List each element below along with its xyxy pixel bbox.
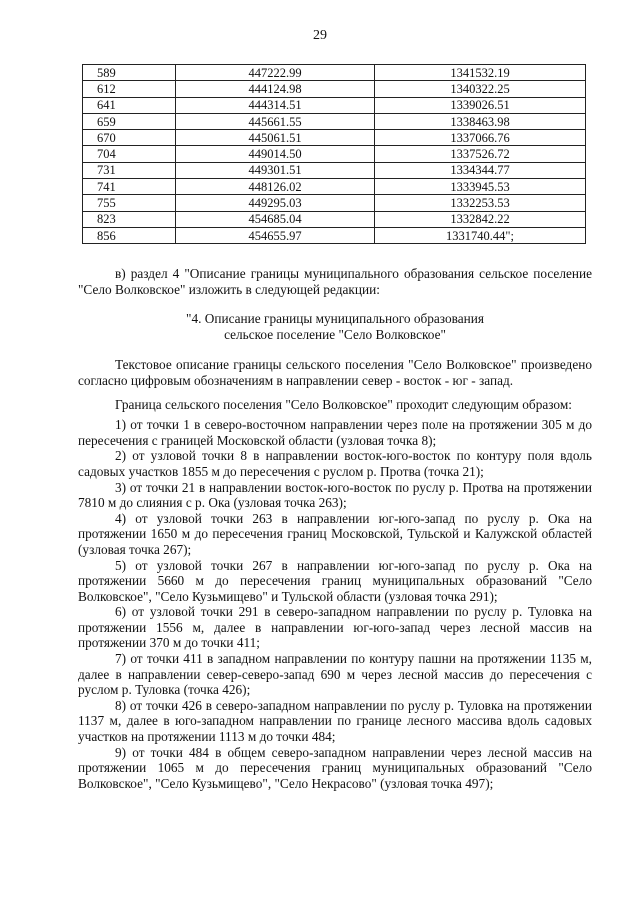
y-coordinate-cell: 1337526.72: [375, 146, 586, 162]
x-coordinate-cell: 445061.51: [176, 130, 375, 146]
x-coordinate-cell: 449301.51: [176, 162, 375, 178]
y-coordinate-cell: 1339026.51: [375, 97, 586, 113]
route-item-7: 7) от точки 411 в западном направлении по контуру пашни на протяжении 1135 м, далее в направлении север-северо-запад 690 м через лесной массив до пересечения с руслом р. Туловка (точка 426);: [78, 651, 592, 698]
point-number-cell: 670: [83, 130, 176, 146]
route-item-4: 4) от узловой точки 263 в направлении юг-юго-запад по руслу р. Ока на протяжении 1650 м до пересечения границ Московской, Тульской и Калужской областей (узловая точка 267);: [78, 510, 592, 557]
table-row: [83, 211, 586, 227]
table-row: [83, 130, 586, 146]
y-coordinate-cell: 1333945.53: [375, 179, 586, 195]
route-item-1: 1) от точки 1 в северо-восточном направлении через поле на протяжении 305 м до пересечения с границей Московской области (узловая точка 8);: [78, 417, 592, 448]
route-item-6: 6) от узловой точки 291 в северо-западном направлении по руслу р. Туловка на протяжении 1556 м, далее в направлении юг-юго-запад через лесной массив на протяжении 370 м до точки 411;: [78, 604, 592, 651]
description-paragraph: Текстовое описание границы сельского поселения "Село Волковское" произведено согласно цифровым обозначениям в направлении север - восток - юг - запад.: [78, 357, 592, 388]
y-coordinate-cell: 1331740.44";: [375, 227, 586, 243]
point-number-cell: 741: [83, 179, 176, 195]
y-coordinate-cell: 1337066.76: [375, 130, 586, 146]
table-row: [83, 146, 586, 162]
section-heading-line2: сельское поселение "Село Волковское": [224, 326, 446, 342]
route-item-2: 2) от узловой точки 8 в направлении восток-юго-восток по контуру поля вдоль садовых участков 1855 м до пересечения с руслом р. Протва (точка 21);: [78, 448, 592, 479]
point-number-cell: 731: [83, 162, 176, 178]
table-row: [83, 162, 586, 178]
y-coordinate-cell: 1332842.22: [375, 211, 586, 227]
point-number-cell: 612: [83, 81, 176, 97]
point-number-cell: 641: [83, 97, 176, 113]
x-coordinate-cell: 444314.51: [176, 97, 375, 113]
intro-paragraph: в) раздел 4 "Описание границы муниципального образования сельское поселение "Село Волковское" изложить в следующей редакции:: [78, 266, 592, 297]
x-coordinate-cell: 454655.97: [176, 227, 375, 243]
route-item-5: 5) от узловой точки 267 в направлении юг-юго-запад по руслу р. Ока на протяжении 5660 м до пересечения границ муниципальных образований "Село Волковское", "Село Кузьмищево" и Тульской области (узловая точка 291);: [78, 557, 592, 604]
table-row: [83, 227, 586, 243]
page-number: 29: [313, 28, 327, 43]
table-row: [83, 97, 586, 113]
route-intro-paragraph: Граница сельского поселения "Село Волковское" проходит следующим образом:: [115, 396, 572, 412]
y-coordinate-cell: 1341532.19: [375, 65, 586, 81]
route-item-3: 3) от точки 21 в направлении восток-юго-восток по руслу р. Протва на протяжении 7810 м до слияния с р. Ока (узловая точка 263);: [78, 479, 592, 511]
point-number-cell: 589: [83, 65, 176, 81]
section-heading-line1: "4. Описание границы муниципального образования: [186, 311, 484, 327]
table-row: [83, 179, 586, 195]
point-number-cell: 704: [83, 146, 176, 162]
y-coordinate-cell: 1334344.77: [375, 162, 586, 178]
x-coordinate-cell: 448126.02: [176, 179, 375, 195]
table-row: [83, 65, 586, 81]
x-coordinate-cell: 449014.50: [176, 146, 375, 162]
point-number-cell: 823: [83, 211, 176, 227]
body-text: [78, 266, 592, 791]
route-item-9: 9) от точки 484 в общем северо-западном направлении через лесной массив на протяжении 1065 м до пересечения границ муниципальных образований "Село Волковское", "Село Кузьмищево", "Село Некрасово" (узловая точка 497);: [78, 744, 592, 791]
table-row: [83, 81, 586, 97]
table-row: [83, 195, 586, 211]
x-coordinate-cell: 444124.98: [176, 81, 375, 97]
point-number-cell: 755: [83, 195, 176, 211]
x-coordinate-cell: 445661.55: [176, 113, 375, 129]
x-coordinate-cell: 447222.99: [176, 65, 375, 81]
x-coordinate-cell: 449295.03: [176, 195, 375, 211]
route-item-8: 8) от точки 426 в северо-западном направлении по руслу р. Туловка на протяжении 1137 м, далее в юго-западном направлении по границе лесного массива вдоль садовых участков на протяжении 1113 м до точки 484;: [78, 697, 592, 745]
coordinates-table: [82, 64, 586, 244]
y-coordinate-cell: 1332253.53: [375, 195, 586, 211]
point-number-cell: 659: [83, 113, 176, 129]
x-coordinate-cell: 454685.04: [176, 211, 375, 227]
y-coordinate-cell: 1340322.25: [375, 81, 586, 97]
y-coordinate-cell: 1338463.98: [375, 113, 586, 129]
table-row: [83, 113, 586, 129]
point-number-cell: 856: [83, 227, 176, 243]
